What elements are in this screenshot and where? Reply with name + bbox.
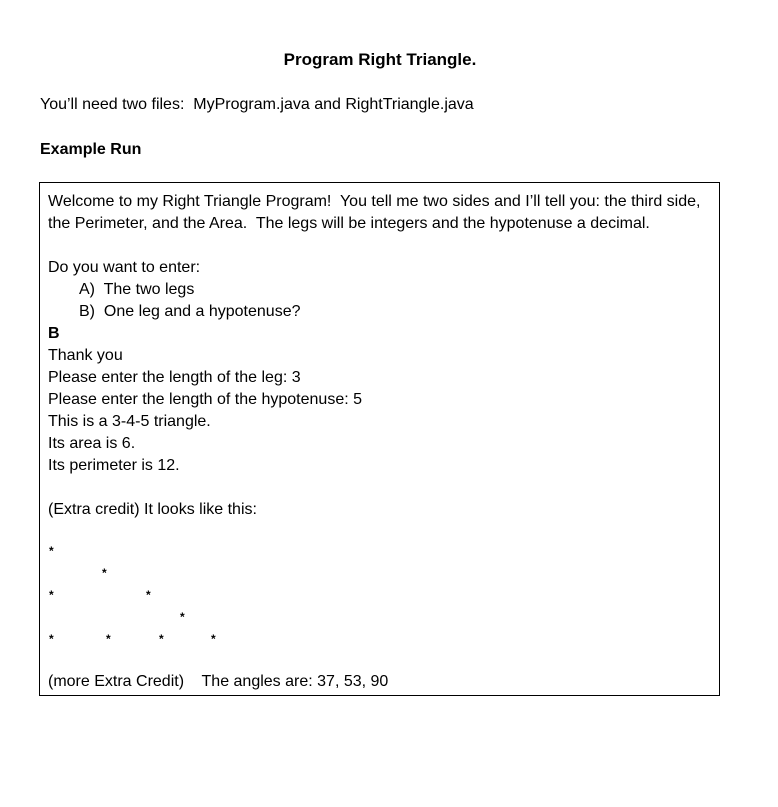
triangle-star: * [211,632,216,646]
triangle-star: * [146,588,151,602]
area-line: Its area is 6. [48,435,136,452]
triangle-type-line: This is a 3-4-5 triangle. [48,413,211,430]
intro-text: You’ll need two files: MyProgram.java and RightTriangle.java [40,96,474,113]
thank-you-line: Thank you [48,347,123,364]
triangle-star: * [159,632,164,646]
angles-line: (more Extra Credit) The angles are: 37, 53, 90 [48,673,389,690]
leg-prompt: Please enter the length of the leg: 3 [48,369,301,386]
option-b: B) One leg and a hypotenuse? [79,303,301,320]
extra-credit-line: (Extra credit) It looks like this: [48,501,257,518]
triangle-star: * [102,566,107,580]
triangle-star: * [49,588,54,602]
hypotenuse-prompt: Please enter the length of the hypotenuse: 5 [48,391,363,408]
choice-prompt: Do you want to enter: [48,259,201,276]
triangle-star: * [49,632,54,646]
welcome-line-1: Welcome to my Right Triangle Program! You tell me two sides and I’ll tell you: the third side, [48,193,701,210]
perimeter-line: Its perimeter is 12. [48,457,180,474]
page-title: Program Right Triangle. [283,50,477,69]
triangle-star: * [180,610,185,624]
user-choice: B [48,325,60,342]
example-run-box [39,182,720,696]
option-a: A) The two legs [79,281,195,298]
section-heading-example-run: Example Run [40,141,142,158]
triangle-star: * [49,544,54,558]
welcome-line-2: the Perimeter, and the Area. The legs will be integers and the hypotenuse a decimal. [48,215,650,232]
triangle-star: * [106,632,111,646]
